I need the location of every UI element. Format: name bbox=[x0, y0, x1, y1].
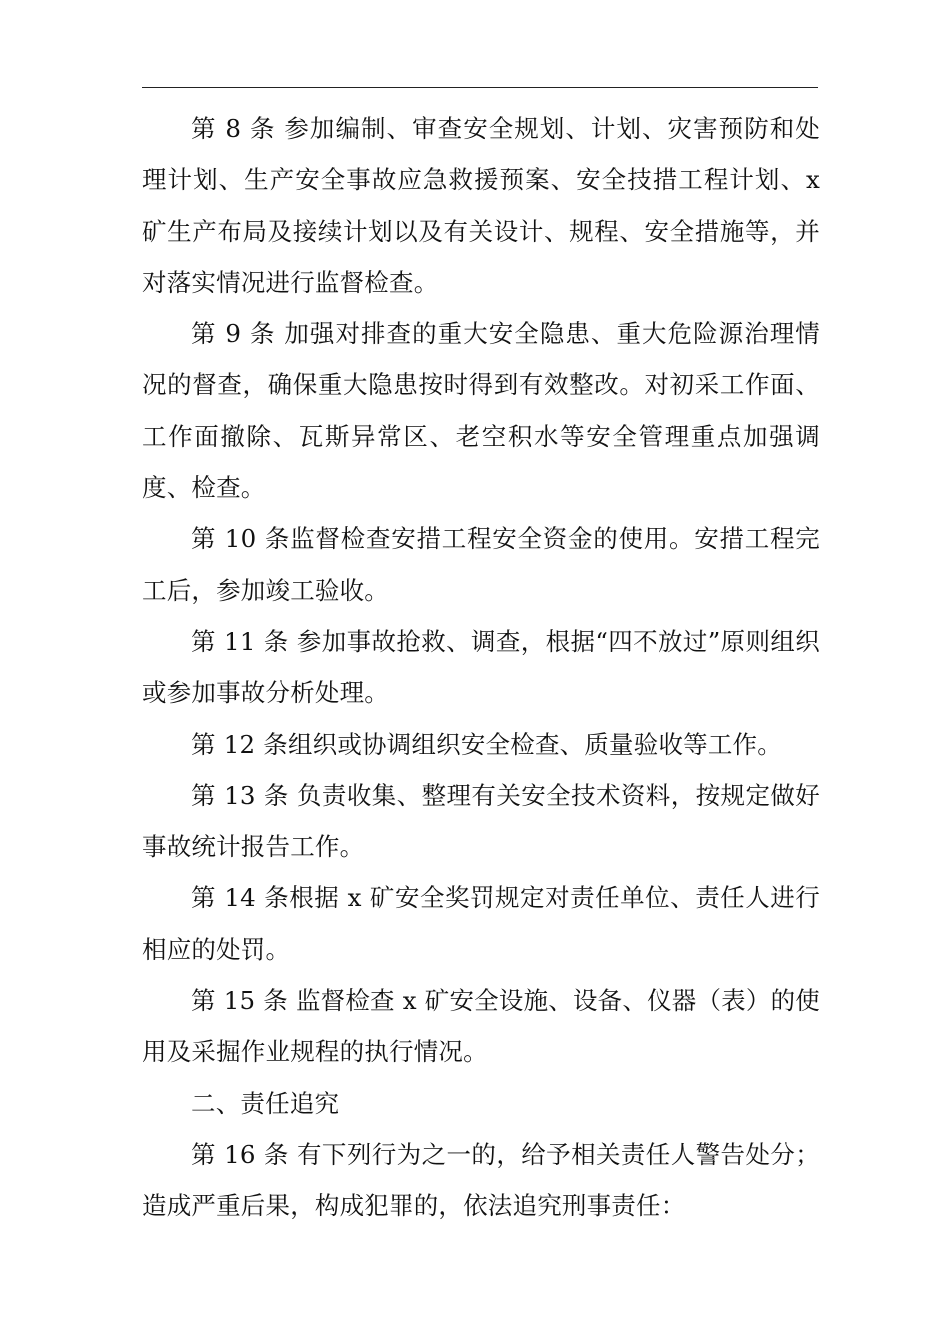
section-heading-responsibility: 二、责任追究 bbox=[191, 1088, 340, 1118]
header-rule bbox=[142, 87, 818, 88]
paragraph-article-16: 第 16 条 有下列行为之一的，给予相关责任人警告处分；造成严重后果，构成犯罪的，依法追究刑事责任： bbox=[142, 1139, 820, 1221]
paragraph-article-12: 第 12 条组织或协调组织安全检查、质量验收等工作。 bbox=[191, 729, 782, 759]
paragraph-article-15: 第 15 条 监督检查 x 矿安全设施、设备、仪器（表）的使用及采掘作业规程的执行情况。 bbox=[142, 986, 820, 1067]
paragraph-article-11: 第 11 条 参加事故抢救、调查，根据“四不放过”原则组织或参加事故分析处理。 bbox=[142, 626, 820, 708]
paragraph-article-14: 第 14 条根据 x 矿安全奖罚规定对责任单位、责任人进行相应的处罚。 bbox=[142, 883, 820, 964]
document-body bbox=[142, 103, 820, 1232]
paragraph-article-13: 第 13 条 负责收集、整理有关安全技术资料，按规定做好事故统计报告工作。 bbox=[142, 780, 820, 862]
paragraph-article-10: 第 10 条监督检查安措工程安全资金的使用。安措工程完工后，参加竣工验收。 bbox=[142, 524, 820, 605]
paragraph-article-8: 第 8 条 参加编制、审查安全规划、计划、灾害预防和处理计划、生产安全事故应急救援预案、安全技措工程计划、x 矿生产布局及接续计划以及有关设计、规程、安全措施等，并对落实情况进行监督检查。 bbox=[142, 114, 820, 297]
paragraph-article-9: 第 9 条 加强对排查的重大安全隐患、重大危险源治理情况的督查，确保重大隐患按时得到有效整改。对初采工作面、工作面撤除、瓦斯异常区、老空积水等安全管理重点加强调度、检查。 bbox=[142, 319, 820, 503]
